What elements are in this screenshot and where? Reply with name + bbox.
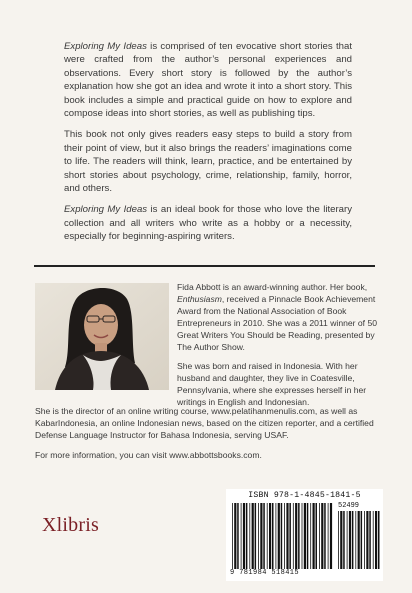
barcode-bar [310, 503, 311, 569]
book-title-italic-2: Exploring My Ideas [64, 204, 148, 216]
more-info-paragraph: For more information, you can visit www.abbottsbooks.com. [35, 450, 262, 460]
barcode-bar [304, 503, 306, 569]
barcode-bar [298, 503, 300, 569]
barcode-bar [307, 503, 309, 569]
isbn-barcode-block [226, 489, 383, 581]
barcode-bar [246, 503, 248, 569]
barcode-bar [263, 503, 265, 569]
barcode-bar [364, 511, 365, 569]
barcode-bar [241, 503, 242, 569]
barcode-bar [358, 511, 360, 569]
barcode-bar [258, 503, 259, 569]
barcode-bar [302, 503, 303, 569]
barcode-bar [340, 511, 342, 569]
author-photo [35, 283, 169, 390]
barcode-image [226, 489, 383, 581]
isbn-label: ISBN 978-1-4845-1841-5 [248, 491, 361, 500]
barcode-bar [319, 503, 320, 569]
book-title-italic: Exploring My Ideas [64, 41, 147, 52]
barcode-bar [293, 503, 294, 569]
description-paragraph-1 [64, 40, 352, 120]
barcode-bar [316, 503, 318, 569]
barcode-bar [232, 503, 233, 569]
barcode-bar [289, 503, 291, 569]
barcode-bar [366, 511, 368, 569]
barcode-bar [295, 503, 297, 569]
barcode-bar [338, 511, 339, 569]
barcode-bar [313, 503, 315, 569]
bio-text-a: Fida Abbott is an award-winning author. Her book, [177, 282, 368, 292]
bio-paragraph-2: She was born and raised in Indonesia. With her husband and daughter, they live in Coatesville, Pennsylvania, where she expresses herself in her writings in English and Indonesian. [177, 361, 367, 407]
barcode-bar [243, 503, 245, 569]
bio-paragraph-1 [177, 281, 379, 353]
description-text-1: is comprised of ten evocative short stories that were crafted from the author’s personal experiences and observations. Every short story is followed by the author’s explanation how she got an idea and wrote it into a short story. This book includes a simple and practical guide on how to explore and compose ideas into short stories, as well as publishing tips. [64, 41, 352, 120]
barcode-bar [369, 511, 371, 569]
publisher-logo: Xlibris [42, 514, 99, 536]
ean-digits: 9 781984 518415 [230, 569, 300, 577]
barcode-bar [276, 503, 277, 569]
barcode-bar [278, 503, 280, 569]
barcode-bar [255, 503, 257, 569]
barcode-bar [284, 503, 285, 569]
description-text-3: is an ideal book for those who love the literary collection and all writers who write as a hobby or a necessity, especially for beginning-aspiring writers. [64, 204, 352, 243]
barcode-bar [347, 511, 348, 569]
barcode-bar [352, 511, 354, 569]
barcode-bar [361, 511, 363, 569]
barcode-bar [321, 503, 323, 569]
award-book-title: Enthusiasm [177, 294, 222, 304]
barcode-bar [373, 511, 374, 569]
barcode-bar [234, 503, 236, 569]
barcode-bar [281, 503, 283, 569]
barcode-bar [260, 503, 262, 569]
description-paragraph-3 [64, 203, 352, 243]
barcode-bar [349, 511, 351, 569]
book-description [64, 40, 352, 252]
barcode-bar [330, 503, 332, 569]
barcode-bar [355, 511, 356, 569]
barcode-bar [267, 503, 268, 569]
bio-text-b: , received a Pinnacle Book Achievement Award from the National Association of Book Entrepreneurs in 2010. She was a 2011 winner of 50 Great Writers You Should be Reading, presented by The Author Show. [177, 294, 378, 352]
author-bio [177, 281, 379, 415]
barcode-bar [237, 503, 239, 569]
barcode-bar [328, 503, 329, 569]
description-paragraph-2: This book not only gives readers easy steps to build a story from their point of view, but it also brings the readers’ imaginations come to life. The readers will think, learn, practice, and be entertained by short stories about psychology, crime, relationship, family, horror, and others. [64, 129, 352, 195]
author-portrait-image [35, 283, 169, 390]
barcode-bar [272, 503, 274, 569]
barcode-bar [286, 503, 288, 569]
author-details [35, 405, 380, 469]
section-divider [34, 265, 375, 267]
barcode-bar [375, 511, 377, 569]
barcode-bar [249, 503, 250, 569]
director-paragraph: She is the director of an online writing course, www.pelatihanmenulis.com, as well as KabarIndonesia, an online Indonesian news, based on the citizen reporter, and a certified Defense Language Instructor for Bahasa Indonesia, serving USAF. [35, 406, 374, 440]
barcode-bar [378, 511, 380, 569]
barcode-bar [269, 503, 271, 569]
barcode-bar [343, 511, 345, 569]
barcode-bar [324, 503, 326, 569]
barcode-bar [252, 503, 254, 569]
price-addon-number: 52499 [338, 502, 360, 510]
